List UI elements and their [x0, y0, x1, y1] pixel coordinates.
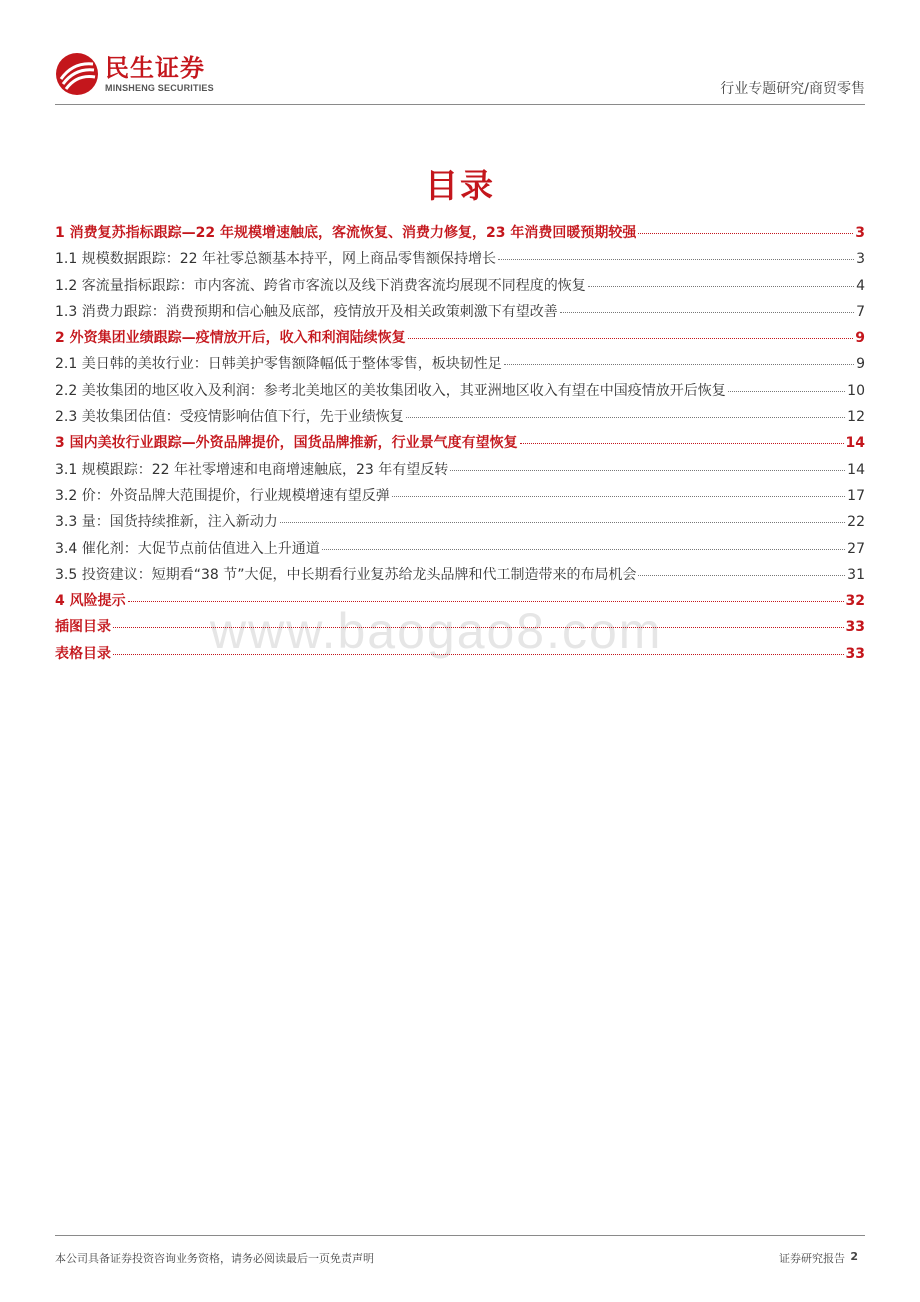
logo-english-name: MINSHENG SECURITIES	[105, 82, 214, 93]
page-header	[55, 48, 865, 106]
toc-entry-page: 10	[847, 382, 865, 399]
toc-entry-page: 33	[845, 645, 865, 662]
toc-dot-leader	[560, 312, 854, 313]
table-of-contents	[55, 222, 865, 669]
company-logo	[55, 52, 214, 96]
footer-disclaimer: 本公司具备证券投资咨询业务资格，请务必阅读最后一页免责声明	[55, 1252, 374, 1265]
toc-entry-title: 插图目录	[55, 619, 111, 636]
toc-entry[interactable]	[55, 380, 865, 406]
watermark: www.baogao8.com	[210, 603, 663, 659]
toc-entry-title: 1.1 规模数据跟踪：22 年社零总额基本持平，网上商品零售额保持增长	[55, 251, 496, 268]
toc-entry-page: 33	[845, 619, 865, 636]
toc-entry-title: 1.3 消费力跟踪：消费预期和信心触及底部，疫情放开及相关政策刺激下有望改善	[55, 303, 558, 320]
toc-dot-leader	[392, 496, 845, 497]
toc-entry-page: 31	[847, 566, 865, 583]
toc-entry-page: 4	[856, 277, 865, 294]
page-number: 2	[850, 1250, 858, 1263]
toc-entry[interactable]	[55, 511, 865, 537]
toc-dot-leader	[638, 575, 845, 576]
toc-entry-page: 14	[847, 461, 865, 478]
toc-entry-title: 2 外资集团业绩跟踪—疫情放开后，收入和利润陆续恢复	[55, 330, 406, 347]
toc-entry[interactable]	[55, 327, 865, 353]
toc-entry-page: 3	[856, 251, 865, 268]
toc-entry[interactable]	[55, 248, 865, 274]
footer-report-type: 证券研究报告	[779, 1252, 845, 1265]
toc-entry-page: 12	[847, 409, 865, 426]
toc-dot-leader	[504, 364, 854, 365]
toc-entry-page: 22	[847, 514, 865, 531]
toc-entry-title: 3.5 投资建议：短期看“38 节”大促，中长期看行业复苏给龙头品牌和代工制造带来的布局机会	[55, 566, 637, 583]
toc-dot-leader	[450, 470, 845, 471]
toc-heading: 目录	[425, 166, 495, 205]
toc-dot-leader	[280, 522, 845, 523]
toc-entry-title: 1.2 客流量指标跟踪：市内客流、跨省市客流以及线下消费客流均展现不同程度的恢复	[55, 277, 586, 294]
toc-entry-title: 2.1 美日韩的美妆行业：日韩美护零售额降幅低于整体零售，板块韧性足	[55, 356, 502, 373]
logo-chinese-name: 民生证券	[105, 53, 205, 82]
toc-entry[interactable]	[55, 485, 865, 511]
toc-entry-page: 9	[855, 330, 865, 347]
toc-entry-title: 2.2 美妆集团的地区收入及利润：参考北美地区的美妆集团收入，其亚洲地区收入有望在中国疫情放开后恢复	[55, 382, 726, 399]
toc-entry-title: 3.4 催化剂：大促节点前估值进入上升通道	[55, 540, 320, 557]
toc-entry-title: 表格目录	[55, 645, 111, 662]
toc-entry[interactable]	[55, 222, 865, 248]
report-category: 行业专题研究/商贸零售	[720, 81, 865, 97]
toc-entry-title: 1 消费复苏指标跟踪—22 年规模增速触底，客流恢复、消费力修复，23 年消费回暖预期较强	[55, 225, 637, 241]
toc-entry-page: 17	[847, 487, 865, 504]
toc-entry[interactable]	[55, 432, 865, 458]
toc-dot-leader	[406, 417, 845, 418]
toc-dot-leader	[638, 233, 853, 234]
toc-dot-leader	[113, 627, 844, 628]
toc-entry-title: 4 风险提示	[55, 593, 126, 610]
toc-entry[interactable]	[55, 590, 865, 616]
toc-dot-leader	[408, 338, 854, 339]
toc-entry[interactable]	[55, 459, 865, 485]
footer-divider	[55, 1235, 865, 1236]
header-divider	[55, 104, 865, 105]
toc-entry-page: 7	[856, 303, 865, 320]
toc-dot-leader	[113, 654, 844, 655]
toc-entry[interactable]	[55, 275, 865, 301]
toc-dot-leader	[588, 286, 854, 287]
toc-entry[interactable]	[55, 643, 865, 669]
toc-entry[interactable]	[55, 353, 865, 379]
toc-dot-leader	[322, 549, 845, 550]
toc-entry[interactable]	[55, 406, 865, 432]
toc-dot-leader	[498, 259, 854, 260]
minsheng-logo-icon	[55, 52, 99, 96]
toc-dot-leader	[128, 601, 844, 602]
toc-dot-leader	[728, 391, 845, 392]
toc-entry-page: 14	[845, 435, 865, 452]
toc-entry-page: 9	[856, 356, 865, 373]
toc-entry-title: 3.2 价：外资品牌大范围提价，行业规模增速有望反弹	[55, 487, 390, 504]
toc-entry[interactable]	[55, 301, 865, 327]
toc-entry[interactable]	[55, 564, 865, 590]
toc-entry-title: 3.3 量：国货持续推新，注入新动力	[55, 514, 278, 531]
toc-dot-leader	[520, 443, 844, 444]
toc-entry-title: 3.1 规模跟踪：22 年社零增速和电商增速触底，23 年有望反转	[55, 461, 449, 478]
toc-entry-title: 3 国内美妆行业跟踪—外资品牌提价，国货品牌推新，行业景气度有望恢复	[55, 435, 518, 452]
toc-entry-page: 3	[855, 225, 865, 241]
toc-entry[interactable]	[55, 616, 865, 642]
toc-entry-page: 27	[847, 540, 865, 557]
toc-entry-page: 32	[845, 593, 865, 610]
toc-entry[interactable]	[55, 538, 865, 564]
toc-entry-title: 2.3 美妆集团估值：受疫情影响估值下行，先于业绩恢复	[55, 409, 404, 426]
